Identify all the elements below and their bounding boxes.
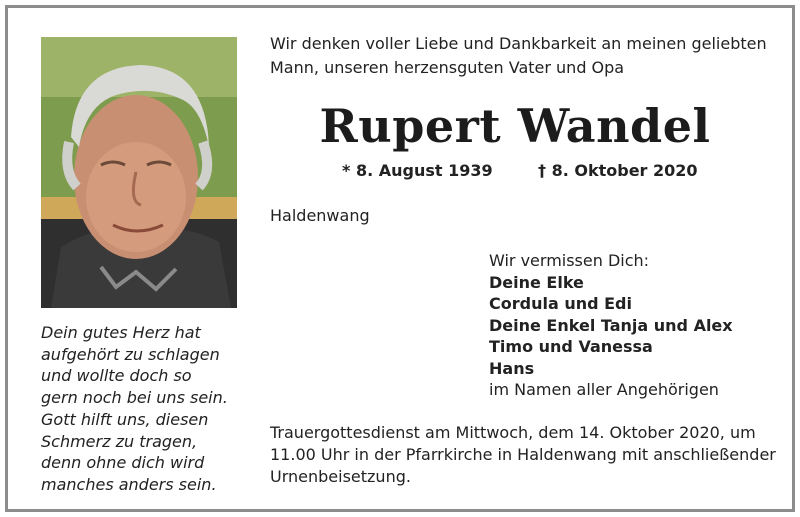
- poem-line: und wollte doch so: [41, 366, 192, 386]
- place-name: Haldenwang: [270, 206, 370, 225]
- poem-line: Gott hilft uns, diesen: [41, 409, 209, 429]
- mourners-list: [489, 250, 769, 401]
- mourner-name: Deine Enkel Tanja und Alex: [489, 315, 733, 335]
- service-line: 11.00 Uhr in der Pfarrkirche in Haldenwang mit anschließender: [270, 445, 776, 464]
- poem-line: Schmerz zu tragen,: [41, 431, 198, 451]
- intro-text: [270, 32, 770, 80]
- service-line: Trauergottesdienst am Mittwoch, dem 14. Oktober 2020, um: [270, 423, 756, 442]
- mourner-name: Cordula und Edi: [489, 294, 632, 313]
- intro-line: Mann, unseren herzensguten Vater und Opa: [270, 58, 625, 77]
- portrait-photo: [41, 37, 237, 308]
- birth-date: * 8. August 1939: [342, 161, 493, 180]
- memorial-poem: [41, 322, 261, 496]
- poem-line: manches anders sein.: [41, 474, 217, 494]
- service-announcement: [270, 422, 776, 488]
- deceased-name: Rupert Wandel: [319, 99, 711, 153]
- mourners-heading: Wir vermissen Dich:: [489, 251, 650, 270]
- portrait-image: [41, 37, 237, 308]
- mourner-name: Hans: [489, 358, 535, 378]
- intro-line: Wir denken voller Liebe und Dankbarkeit an meinen geliebten: [270, 34, 767, 53]
- poem-line: gern noch bei uns sein.: [41, 388, 228, 408]
- mourner-name: Timo und Vanessa: [489, 337, 653, 356]
- poem-line: Dein gutes Herz hat: [41, 323, 201, 342]
- poem-line: denn ohne dich wird: [41, 453, 205, 473]
- service-line: Urnenbeisetzung.: [270, 467, 411, 486]
- mourner-name: Deine Elke: [489, 272, 584, 292]
- death-date: † 8. Oktober 2020: [538, 161, 698, 180]
- poem-line: aufgehört zu schlagen: [41, 344, 220, 364]
- mourners-closing: im Namen aller Angehörigen: [489, 380, 719, 399]
